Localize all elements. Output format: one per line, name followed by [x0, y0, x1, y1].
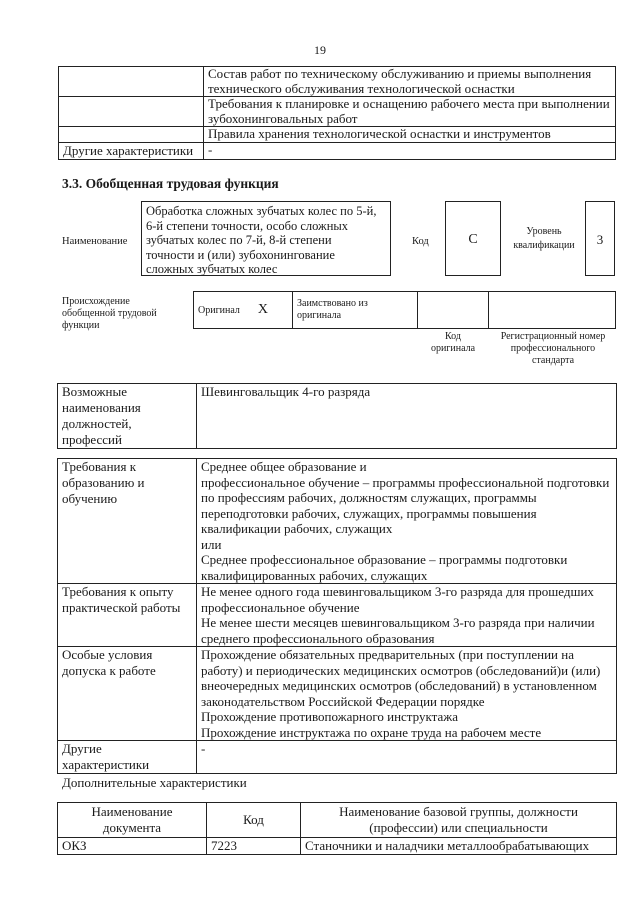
qualification-level-label: [506, 225, 582, 253]
admission-conditions-label: [58, 647, 197, 741]
text-line: Прохождение обязательных предварительных (при поступлении на: [201, 647, 574, 662]
text-line: оригинала: [297, 310, 342, 321]
origin-table: [193, 291, 616, 329]
text-line: Правила хранения технологической оснастки и инструментов: [208, 126, 551, 141]
table-row: [58, 741, 617, 774]
text-line: профессиональное обучение – программы профессиональной подготовки: [201, 474, 610, 490]
row-value: [204, 67, 616, 97]
text-line: среднего профессионального образования: [201, 630, 435, 646]
original-code-caption: [418, 331, 488, 355]
table-row: [59, 142, 616, 159]
table-row: [58, 459, 617, 584]
text-line: обобщенной трудовой: [62, 308, 157, 319]
table-row: [58, 838, 617, 855]
text-line: внеочередных медицинских осмотров (обследований) в установленном: [201, 678, 597, 693]
registration-number-cell: [489, 292, 616, 329]
text-line: (профессии) или специальности: [369, 820, 548, 835]
table-row: [58, 647, 617, 741]
column-header: [207, 803, 301, 838]
text-line: стандарта: [531, 355, 575, 366]
table-row: [59, 127, 616, 143]
function-name-box: [141, 201, 391, 276]
text-line: Особые условия: [62, 647, 153, 662]
borrowed-cell: [293, 292, 418, 329]
education-requirements-value: [197, 459, 617, 584]
text-line: образованию и: [62, 475, 145, 490]
row-value: [204, 127, 616, 143]
text-line: наименования: [62, 400, 141, 415]
code-value-box: C: [445, 201, 501, 276]
positions-value: Шевинговальщик 4-го разряда: [197, 384, 617, 449]
row-label: Другие характеристики: [59, 142, 204, 159]
text-line: допуска к работе: [62, 663, 156, 678]
text-line: профессий: [62, 432, 122, 447]
text-line: Не менее шести месяцев шевинговальщиком 3-го разряда при наличии: [201, 615, 595, 630]
text-line: Не менее одного года шевинговальщиком 3-го разряда для прошедших: [201, 584, 594, 599]
text-line: оригинала: [430, 343, 476, 354]
page-number: 19: [314, 43, 326, 57]
text-line: Требования к планировке и оснащению рабочего места при выполнении: [208, 96, 610, 111]
text-line: Среднее общее образование и: [201, 459, 367, 474]
text-line: должностей,: [62, 416, 132, 431]
text-line: Происхождение: [62, 296, 130, 307]
admission-conditions-value: [197, 647, 617, 741]
original-cell: [194, 292, 293, 329]
table-cell: 7223: [207, 838, 301, 855]
original-mark: X: [257, 302, 269, 317]
text-line: Регистрационный номер: [500, 331, 606, 342]
text-line: Обработка сложных зубчатых колес по 5-й,: [146, 204, 377, 218]
text-line: Уровень: [526, 226, 562, 237]
row-value: [204, 142, 616, 159]
text-line: Возможные: [62, 384, 127, 399]
column-header: [301, 803, 617, 838]
table-row: [194, 292, 616, 329]
positions-table: [57, 383, 617, 449]
text-line: квалификации рабочих, служащих: [201, 521, 393, 536]
text-line: характеристики: [62, 757, 150, 772]
table-row: [59, 97, 616, 127]
competency-table: [58, 66, 616, 160]
text-line: Заимствовано из: [297, 298, 368, 309]
table-cell: Станочники и наладчики металлообрабатывающих: [301, 838, 617, 855]
experience-requirements-label: [58, 584, 197, 647]
text-line: 6-й степени точности, особо сложных: [146, 218, 349, 233]
text-line: Прохождение инструктажа по охране труда на рабочем месте: [201, 724, 542, 740]
text-line: Состав работ по техническому обслуживанию и приемы выполнения: [208, 66, 592, 81]
text-line: практической работы: [62, 600, 181, 615]
experience-requirements-value: [197, 584, 617, 647]
text-line: -: [201, 741, 206, 756]
table-row: [58, 384, 617, 449]
table-row: [59, 67, 616, 97]
text-line: законодательством Российской Федерации порядке: [201, 693, 485, 709]
text-line: документа: [102, 820, 162, 835]
text-line: Требования к опыту: [62, 584, 174, 599]
row-value: [204, 97, 616, 127]
text-line: квалификации: [513, 240, 575, 251]
education-requirements-label: [58, 459, 197, 584]
registration-number-caption: [490, 331, 616, 367]
qualification-level-box: 3: [585, 201, 615, 276]
requirements-table: [57, 458, 617, 774]
original-label: Оригинал: [198, 305, 240, 316]
text-line: или: [201, 536, 222, 552]
text-line: Требования к: [62, 459, 137, 474]
additional-characteristics-table: [57, 802, 617, 855]
text-line: Другие: [62, 741, 102, 756]
text-line: -: [208, 141, 213, 157]
code-label: Код: [412, 236, 429, 247]
text-line: технического обслуживания технологической оснастки: [208, 80, 515, 96]
other-characteristics-label: [58, 741, 197, 774]
text-line: Прохождение противопожарного инструктажа: [201, 709, 458, 724]
text-line: функции: [62, 320, 100, 331]
row-label: [59, 97, 204, 127]
table-row: [58, 584, 617, 647]
text-line: профессионального: [510, 343, 596, 354]
other-characteristics-value: [197, 741, 617, 774]
text-line: Код: [445, 331, 461, 342]
text-line: Наименование базовой группы, должности: [339, 804, 578, 819]
text-line: профессиональное обучение: [201, 599, 360, 615]
text-line: переподготовки рабочих, служащих, программы повышения: [201, 505, 537, 521]
name-label: Наименование: [62, 236, 128, 247]
additional-characteristics-heading: Дополнительные характеристики: [62, 775, 247, 790]
section-heading: 3.3. Обобщенная трудовая функция: [62, 176, 279, 191]
text-line: Среднее профессиональное образование – программы подготовки: [201, 552, 568, 567]
text-line: зубчатых колес по 7-й, 8-й степени: [146, 233, 332, 248]
text-line: работу) и периодических медицинских осмотров (обследований)и (или): [201, 662, 601, 678]
text-line: сложных зубчатых колес: [146, 262, 278, 277]
original-code-cell: [418, 292, 489, 329]
origin-label: [62, 296, 182, 332]
text-line: Код: [243, 812, 264, 827]
table-header-row: [58, 803, 617, 838]
text-line: обучению: [62, 491, 118, 506]
text-line: Наименование: [91, 804, 173, 819]
text-line: зубохонинговальных работ: [208, 110, 358, 126]
table-cell: ОКЗ: [58, 838, 207, 855]
positions-label: [58, 384, 197, 449]
text-line: квалифицированных рабочих, служащих: [201, 567, 428, 583]
row-label: [59, 67, 204, 97]
text-line: по профессиям рабочих, должностям служащих, программы: [201, 490, 537, 505]
column-header: [58, 803, 207, 838]
row-label: [59, 127, 204, 143]
text-line: точности и (или) зубохонингование: [146, 247, 335, 262]
